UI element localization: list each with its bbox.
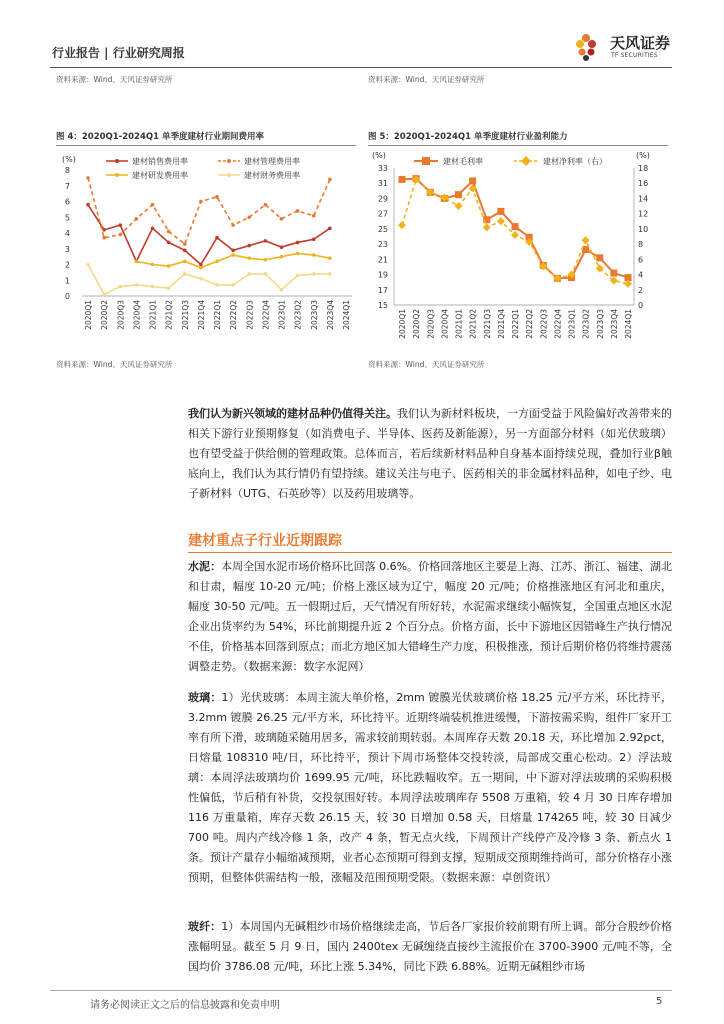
cement-text: 本周全国水泥市场价格环比回落 0.6%。价格回落地区主要是上海、江苏、浙江、福建、湖北和甘肃，幅度 10-20 元/吨；价格上涨区域为辽宁，幅度 20 元/吨；价格推涨地区有河北和重庆，幅度 30-50 元/吨。五一假期过后，天气情况有所好转，水泥需求继续小幅恢复，全国重点地区水泥企业出货率约为 54%，环比前期提升近 2 个百分点。价格方面，长中下游地区因错峰生产执行情况不佳，价格基本回落到原点；而北方地区加大错峰生产力度，积极推涨，预计后期价格仍将维持震荡调整走势。（数据来源：数字水泥网）: [188, 560, 673, 673]
chart5-y-tick-right: 8: [638, 240, 644, 250]
glass-text: 1）光伏玻璃：本周主流大单价格，2mm 镀膜光伏玻璃价格 18.25 元/平方米，环比持平，3.2mm 镀膜 26.25 元/平方米，环比持平。近期终端装机推进缓慢，下游按需采购，组件厂家开工率有所下滑，玻璃随采随用居多，需求较前期转弱。本周库存天数 20.18 天，环比增加 2.92pct，日熔量 108310 吨/日，环比持平，预计下周市场整体交投转淡，局部成交重心松动。2）浮法玻璃：本周浮法玻璃均价 1699.95 元/吨，环比跌幅收窄。五一期间，中下游对浮法玻璃的采购积极性偏低，节后稍有补货，交投氛围好转。本周浮法玻璃库存 5508 万重箱，较 4 月 30 日库存增加 116 万重量箱，库存天数 26.15 天，较 30 日增加 0.58 天，日熔量 174265 吨，较 30 日减少 700 吨。周内产线冷修 1 条，改产 4 条，暂无点火线，下周预计产线停产及冷修 3 条、新点火 1 条。预计产量存小幅缩减预期，业者心态预期可得到支撑，短期成交预期维持尚可，部分价格存小涨预期，但整体供需结构一般，涨幅及范围预期受限。（数据来源：卓创资讯）: [188, 691, 672, 884]
chart5-x-tick: 2021Q1: [454, 309, 464, 339]
figure-4-title-rule: [56, 145, 356, 146]
chart5-data-point: [610, 270, 617, 277]
chart5-x-tick: 2021Q4: [496, 309, 506, 339]
chart4-x-tick: 2021Q1: [148, 300, 158, 330]
chart4-x-tick: 2020Q1: [84, 300, 93, 330]
chart4-data-point: [167, 264, 171, 268]
logo-text-cn: 天风证券: [610, 34, 671, 52]
chart4-data-point: [296, 209, 300, 213]
chart5-data-point: [455, 191, 462, 198]
chart4-data-point: [86, 203, 90, 207]
chart4-data-point: [199, 263, 203, 267]
chart4-legend-sales: 建材销售费用率: [132, 157, 188, 166]
chart5-x-tick: 2023Q4: [609, 309, 619, 339]
fiber-text: 1）本周国内无碱粗纱市场价格继续走高，节后各厂家报价较前期有所上调。部分合股纱价格涨幅明显。截至 5 月 9 日，国内 2400tex 无碱缠绕直接纱主流报价在 3700-3900 元/吨不等，全国均价 3786.08 元/吨，环比上涨 5.34%，同比下跌 6.88%。近期无碱粗纱市场: [188, 920, 672, 973]
chart5-data-point: [512, 223, 519, 230]
chart4-data-point: [215, 283, 219, 287]
chart4-data-point: [312, 253, 316, 257]
chart5-x-tick: 2022Q3: [539, 309, 549, 339]
chart5-data-point: [582, 236, 590, 244]
chart5-data-point: [399, 176, 406, 183]
chart4-x-tick: 2024Q1: [342, 300, 351, 330]
chart4-data-point: [328, 226, 332, 230]
chart4-data-point: [296, 252, 300, 256]
chart4-data-point: [118, 285, 122, 289]
glass-lead: 玻璃：: [188, 691, 222, 704]
chart5-data-point: [511, 231, 519, 239]
chart5-y-tick-right: 14: [638, 194, 649, 204]
chart4-data-point: [215, 236, 219, 240]
chart4-data-point: [118, 233, 122, 237]
intro-paragraph: [188, 404, 672, 504]
chart4-x-tick: 2020Q4: [132, 300, 142, 330]
chart4-x-tick: 2022Q3: [245, 300, 255, 330]
chart4-legend-fin: 建材财务费用率: [244, 171, 300, 180]
chart5-y-tick-left: 27: [377, 209, 388, 219]
chart4-x-axis: [84, 300, 351, 330]
chart4-data-point: [280, 255, 284, 259]
chart4-data-point: [135, 260, 139, 264]
chart4-data-point: [231, 249, 235, 253]
header-divider: [50, 67, 672, 68]
chart5-y-tick-left: 33: [377, 164, 388, 173]
chart4-data-point: [183, 249, 187, 253]
chart4-x-tick: 2023Q2: [293, 300, 303, 330]
chart4-data-point: [167, 241, 171, 245]
chart4-y-tick: 3: [64, 244, 70, 254]
chart4-data-point: [247, 272, 251, 276]
chart4-data-point: [231, 223, 235, 227]
chart4-x-tick: 2021Q3: [180, 300, 190, 330]
chart4-series-line: [88, 205, 330, 265]
chart5-x-tick: 2022Q1: [511, 309, 520, 339]
chart5-y-tick-right: 16: [638, 179, 649, 189]
chart5-legend: [414, 156, 607, 166]
chart5-x-tick: 2022Q2: [525, 309, 535, 339]
chart5-data-point: [596, 254, 603, 261]
chart4-data-point: [280, 288, 284, 292]
chart4-data-point: [183, 272, 187, 276]
chart5-unit-right: (%): [636, 151, 650, 160]
chart4-data-point: [231, 253, 235, 257]
chart5-y-tick-left: 17: [377, 285, 388, 295]
chart5-x-axis: [398, 309, 633, 339]
chart4-data-point: [151, 285, 155, 289]
fiber-paragraph: [188, 917, 672, 977]
chart4-y-tick: 6: [64, 197, 70, 207]
figure-4-source: 资料来源：Wind、天风证券研究所: [56, 360, 173, 369]
chart4-data-point: [264, 258, 268, 262]
chart4-data-point: [264, 203, 268, 207]
chart4-data-point: [118, 223, 122, 227]
footer-divider: [50, 990, 672, 991]
chart4-data-point: [231, 283, 235, 287]
chart4-unit-label: (%): [62, 155, 76, 164]
chart5-data-point: [483, 223, 491, 231]
figure-4-title: 图 4：2020Q1-2024Q1 单季度建材行业期间费用率: [56, 132, 264, 142]
chart4-series-line: [88, 265, 330, 295]
chart4-data-point: [247, 256, 251, 260]
chart4-x-tick: 2022Q1: [213, 300, 222, 330]
chart4-y-tick: 5: [64, 213, 70, 223]
chart4-data-point: [312, 214, 316, 218]
chart4-x-tick: 2020Q2: [100, 300, 110, 330]
report-header-title: 行业报告 | 行业研究周报: [52, 46, 185, 60]
chart5-x-tick: 2023Q2: [581, 309, 591, 339]
chart4-data-point: [86, 176, 90, 180]
chart4-data-point: [151, 203, 155, 207]
section-divider: [188, 552, 672, 553]
chart5-y-tick-right: 0: [638, 301, 644, 310]
chart5-x-tick: 2023Q1: [567, 309, 577, 339]
chart5-y-tick-right: 12: [638, 209, 649, 219]
chart5-y-tick-left: 21: [377, 255, 388, 265]
fiber-lead: 玻纤：: [188, 920, 222, 933]
chart4-y-tick: 2: [64, 260, 70, 270]
chart5-y-tick-left: 25: [377, 224, 388, 234]
chart5-x-tick: 2024Q1: [624, 309, 633, 339]
chart4-data-point: [280, 245, 284, 249]
chart4-data-point: [183, 260, 187, 264]
intro-text: 我们认为新材料板块，一方面受益于风险偏好改善带来的相关下游行业预期修复（如消费电子、半导体、医药及新能源），另一方面部分材料（如光伏玻璃）也有望受益于供给侧的管理政策。总体而言，若后续新材料品种自身基本面持续兑现，叠加行业β触底向上，我们认为其行情仍有望持续。建议关注与电子、医药相关的非金属材料品种，如电子纱、电子新材料（UTG、石英砂等）以及药用玻璃等。: [188, 407, 672, 500]
chart5-unit-left: (%): [372, 151, 386, 160]
logo-text-en: TF SECURITIES: [611, 52, 658, 59]
chart5-y-tick-right: 18: [638, 164, 649, 173]
chart5-x-tick: 2020Q3: [426, 309, 436, 339]
chart5-y-tick-left: 29: [377, 194, 388, 204]
source-note-top-right: 资料来源：Wind、天风证券研究所: [368, 75, 485, 84]
chart5-y-tick-left: 15: [377, 301, 388, 310]
chart4-y-tick: 8: [64, 166, 70, 175]
chart4-x-tick: 2021Q2: [164, 300, 174, 330]
chart4-data-point: [328, 256, 332, 260]
chart4-x-tick: 2020Q3: [116, 300, 126, 330]
chart4-data-point: [199, 200, 203, 204]
chart4-data-point: [151, 263, 155, 267]
chart5-y-tick-right: 4: [638, 270, 644, 280]
footer-disclaimer: 请务必阅读正文之后的信息披露和免责申明: [90, 1000, 280, 1011]
chart4-data-point: [312, 272, 316, 276]
chart4-data-point: [167, 286, 171, 290]
chart4-legend-admin: 建材管理费用率: [244, 157, 300, 166]
chart4-y-tick: 7: [64, 181, 70, 191]
chart4-data-point: [312, 238, 316, 242]
section-title: 建材重点子行业近期跟踪: [188, 533, 342, 549]
chart5-y-tick-left: 19: [377, 270, 388, 280]
chart5-data-point: [497, 208, 504, 215]
chart4-x-tick: 2023Q3: [309, 300, 319, 330]
chart5-x-tick: 2023Q3: [595, 309, 605, 339]
chart4-legend-rd: 建材研发费用率: [132, 171, 188, 180]
chart4-data-point: [215, 195, 219, 199]
chart4-data-point: [199, 277, 203, 281]
chart4-data-point: [102, 228, 106, 232]
chart5-y-axis-left: [378, 164, 388, 310]
chart4-x-tick: 2022Q2: [229, 300, 239, 330]
chart4-data-point: [151, 226, 155, 230]
figure-5-source: 资料来源：Wind、天风证券研究所: [368, 360, 485, 369]
chart5-y-tick-left: 23: [377, 240, 388, 250]
chart4-x-tick: 2021Q4: [196, 300, 206, 330]
chart4-data-point: [264, 239, 268, 243]
chart5-x-tick: 2021Q2: [468, 309, 478, 339]
source-note-top-left: 资料来源：Wind、天风证券研究所: [56, 75, 173, 84]
figure-5-title: 图 5：2020Q1-2024Q1 单季度建材行业盈利能力: [368, 132, 568, 142]
figure-5-chart: [366, 148, 670, 353]
chart4-data-point: [328, 178, 332, 182]
chart4-data-point: [296, 241, 300, 245]
page-number: 5: [656, 996, 663, 1007]
chart4-data-point: [199, 266, 203, 270]
chart5-legend-gross: 建材毛利率: [443, 157, 483, 166]
chart4-y-tick: 4: [64, 229, 70, 238]
chart4-data-point: [215, 260, 219, 264]
chart5-y-tick-right: 6: [638, 255, 644, 265]
chart4-data-point: [135, 217, 139, 221]
chart4-data-point: [247, 215, 251, 219]
chart4-data-point: [264, 272, 268, 276]
chart4-y-tick: 0: [64, 292, 70, 301]
chart5-x-tick: 2020Q1: [398, 309, 407, 339]
chart5-data-point: [469, 177, 476, 184]
chart4-data-point: [102, 293, 106, 297]
cement-lead: 水泥：: [188, 560, 222, 573]
chart5-x-tick: 2020Q4: [440, 309, 450, 339]
figure-4-chart: [56, 148, 356, 353]
chart5-y-tick-right: 2: [638, 285, 644, 295]
chart5-data-point: [455, 202, 463, 210]
chart5-data-point: [497, 217, 505, 225]
chart4-data-point: [296, 274, 300, 278]
glass-paragraph: [188, 688, 672, 888]
flower-logo-icon: [576, 34, 596, 61]
chart4-legend: [106, 156, 300, 180]
chart5-y-axis-right: [638, 164, 648, 310]
chart4-y-axis: [65, 166, 70, 301]
chart4-y-tick: 1: [64, 276, 70, 286]
chart4-data-point: [135, 283, 139, 287]
chart5-x-tick: 2021Q3: [482, 309, 492, 339]
cement-paragraph: [188, 557, 672, 677]
chart5-y-tick-left: 31: [377, 179, 388, 189]
intro-lead: 我们认为新兴领域的建材品种仍值得关注。: [188, 407, 397, 420]
chart4-data-point: [167, 230, 171, 234]
chart4-data-point: [102, 236, 106, 240]
chart5-legend-net: 建材净利率（右）: [543, 157, 607, 166]
chart5-y-tick-right: 10: [638, 224, 649, 234]
chart4-data-point: [328, 272, 332, 276]
chart4-data-point: [86, 263, 90, 267]
figure-5-title-rule: [368, 145, 668, 146]
chart4-x-tick: 2022Q4: [261, 300, 271, 330]
chart4-data-point: [280, 217, 284, 221]
chart4-data-point: [247, 244, 251, 248]
chart5-x-tick: 2022Q4: [553, 309, 563, 339]
chart5-data-point: [398, 221, 406, 229]
chart4-x-tick: 2023Q4: [325, 300, 335, 330]
chart5-x-tick: 2020Q2: [412, 309, 422, 339]
chart4-x-tick: 2023Q1: [277, 300, 287, 330]
chart4-data-point: [183, 242, 187, 246]
